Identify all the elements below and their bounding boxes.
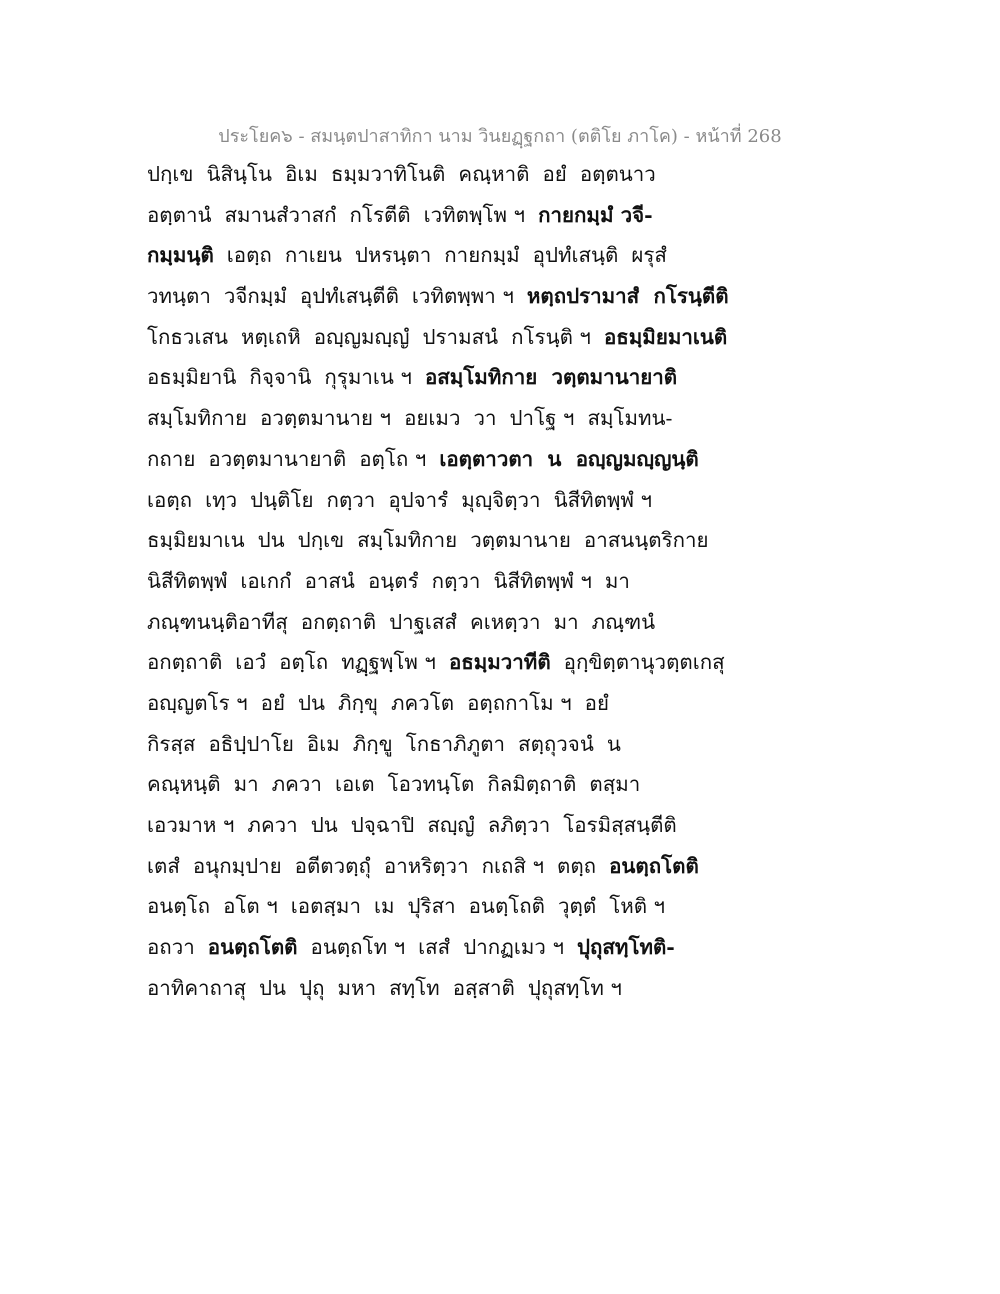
text-line xyxy=(147,648,725,689)
text-segment: อธมฺมิยานิ กิจฺจานิ กุรุมาเน ฯ xyxy=(147,365,425,390)
text-line xyxy=(147,852,699,893)
text-segment: เอตฺถ เทฺว ปนฺติโย กตฺวา อุปจารํ มุญฺจิตฺวา นิสีทิตพฺพํ ฯ xyxy=(147,487,652,512)
page-header: ประโยค๖ - สมนฺตปาสาทิกา นาม วินยฏฺฐกถา (ตติโย ภาโค) - หน้าที่ 268 xyxy=(218,126,782,147)
text-line xyxy=(147,404,687,445)
text-segment: เอตฺถ กาเยน ปหรนฺตา กายกมฺมํ อุปทํเสนฺติ ผรุสํ xyxy=(213,243,667,268)
bold-term: กายกมฺมํ วจี- xyxy=(538,202,653,227)
text-segment: โกธวเสน หตฺเถหิ อญฺญมญฺญํ ปรามสนํ กโรนฺติ ฯ xyxy=(147,324,604,349)
text-line xyxy=(147,974,687,1015)
text-line xyxy=(147,160,687,201)
text-line xyxy=(147,201,687,242)
text-segment: ปกฺเข นิสินฺโน อิเม ธมฺมวาทิโนติ คณฺหาติ อยํ อตฺตนาว xyxy=(147,162,656,186)
text-segment: เอวมาห ฯ ภควา ปน ปจฺฉาปิ สญฺญํ ลภิตฺวา โอรมิสฺสนฺตีติ xyxy=(147,813,677,837)
bold-term: อธมฺมิยมาเนติ xyxy=(603,324,728,349)
text-line xyxy=(147,811,687,852)
text-segment: อตฺตานํ สมานสํวาสกํ กโรตีติ เวทิตพฺโพ ฯ xyxy=(147,202,539,227)
text-line xyxy=(147,933,687,974)
bold-term: อธมฺมวาทีติ xyxy=(448,650,551,675)
text-line xyxy=(147,486,687,527)
text-segment: เตสํ อนุกมฺปาย อตีตวตฺถุํ อาหริตฺวา กเถสิ ฯ ตตฺถ xyxy=(147,853,610,878)
text-segment: ภณฺฑนนฺติอาทีสุ อกตฺถาติ ปาฐเสสํ คเหตฺวา มา ภณฺฑนํ xyxy=(147,609,656,634)
text-line xyxy=(147,770,687,811)
text-line xyxy=(147,608,687,649)
text-segment: อนตฺโถ อโต ฯ เอตสฺมา เม ปุริสา อนตฺโถติ วุตฺตํ โหติ ฯ xyxy=(147,894,666,919)
text-segment: อถวา xyxy=(147,935,208,960)
text-line xyxy=(147,323,728,364)
text-line xyxy=(147,363,687,404)
text-segment: ธมฺมิยมาเน ปน ปกฺเข สมฺโมทิกาย วตฺตมานาย อาสนนฺตริกาย xyxy=(147,528,709,553)
text-segment: อาทิคาถาสุ ปน ปุถุ มหา สทฺโท อสฺสาติ ปุถุสทฺโท ฯ xyxy=(147,975,622,1000)
text-segment: อนตฺถโท ฯ เสสํ ปากฏเมว ฯ xyxy=(297,935,577,960)
text-line xyxy=(147,730,687,771)
bold-term: อนตฺถโตติ xyxy=(609,853,699,878)
text-segment: อญฺญตโร ฯ อยํ ปน ภิกฺขุ ภควโต อตฺถกาโม ฯ อยํ xyxy=(147,690,609,715)
text-line xyxy=(147,689,687,730)
text-line xyxy=(147,567,687,608)
text-line xyxy=(147,892,687,933)
text-segment: อกตฺถาติ เอวํ อตฺโถ ทฏฺฐพฺโพ ฯ xyxy=(147,650,449,675)
bold-term: หตฺถปรามาสํ กโรนฺตีติ xyxy=(526,284,729,309)
text-segment: นิสีทิตพฺพํ เอเกกํ อาสนํ อนฺตรํ กตฺวา นิสีทิตพฺพํ ฯ มา xyxy=(147,568,630,593)
text-segment: อุกฺขิตฺตานุวตฺตเกสุ xyxy=(550,650,725,675)
bold-term: ปุถุสทฺโทติ- xyxy=(577,935,675,960)
bold-term: อนตฺถโตติ xyxy=(207,935,298,960)
text-segment: กิรสฺส อธิปฺปาโย อิเม ภิกฺขู โกธาภิภูตา สตฺถุวจนํ น xyxy=(147,731,621,756)
bold-term: กมฺมนฺติ xyxy=(147,243,214,268)
text-segment: คณฺหนฺติ มา ภควา เอเต โอวทนฺโต กิลมิตฺถาติ ตสฺมา xyxy=(147,772,641,797)
text-line xyxy=(147,282,729,323)
text-segment: วทนฺตา วจีกมฺมํ อุปทํเสนฺตีติ เวทิตพฺพา ฯ xyxy=(147,284,527,309)
text-line xyxy=(147,241,687,282)
text-line xyxy=(147,526,709,567)
body-text xyxy=(147,160,729,1014)
bold-term: เอตฺตาวตา น อญฺญมญฺญนฺติ xyxy=(439,446,699,471)
bold-term: อสมฺโมทิกาย วตฺตมานายาติ xyxy=(424,365,678,390)
text-line xyxy=(147,445,699,486)
text-segment: สมฺโมทิกาย อวตฺตมานาย ฯ อยเมว วา ปาโฐ ฯ สมฺโมทน- xyxy=(147,406,673,431)
text-segment: กถาย อวตฺตมานายาติ อตฺโถ ฯ xyxy=(147,446,440,471)
